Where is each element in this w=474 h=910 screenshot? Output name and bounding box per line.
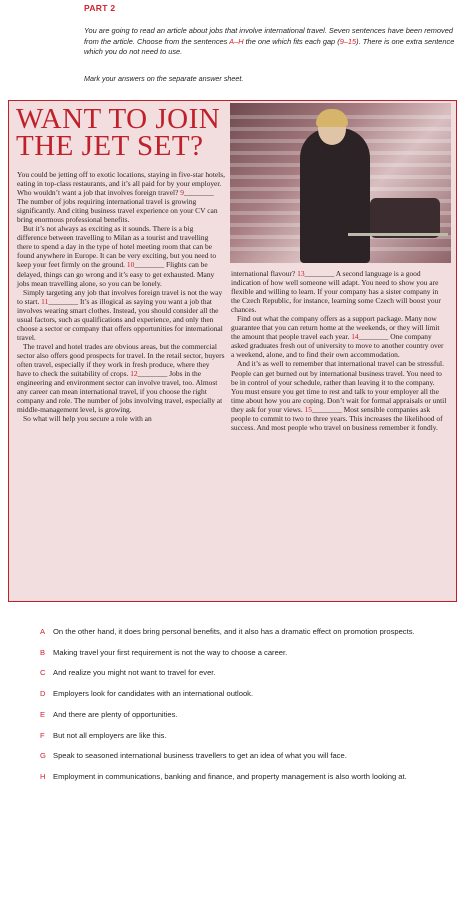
options-list	[40, 627, 450, 793]
gap-15: 15	[304, 404, 312, 414]
gap-14: 14	[351, 332, 359, 342]
gap-line: ________	[183, 188, 214, 198]
option-letter: A	[40, 627, 46, 636]
gap-line: ________	[48, 296, 79, 306]
option-e	[40, 710, 450, 720]
instructions-text-1: You are going to read an article about jobs that involve international travel. Seven sentences have been removed from the article. Choose from the sentences	[84, 26, 453, 46]
paragraph-text: Find out what the company offers as a support package. Many now guarantee that you can return home at the weekends, or they will limit the amount that people travel each year.	[231, 314, 440, 342]
option-text: But not all employers are like this.	[53, 730, 167, 740]
gap-9: 9	[180, 188, 184, 198]
paragraph-text: So what will help you secure a role with an	[23, 414, 152, 424]
option-h	[40, 772, 450, 782]
instructions-text-2: the one which fits each gap (	[243, 36, 340, 46]
paragraph-text: The travel and hotel trades are obvious areas, but the commercial sector also offers good prospects for travel. In the retail sector, buyers often travel, especially if they work in fresh produce, where they have to check the suitability of crops.	[17, 341, 225, 379]
gap-line: ________	[304, 269, 335, 278]
paragraph-text: One company asked graduates fresh out of university to move to another country over a weekend, alone, and to find their own accommodation.	[231, 332, 444, 360]
gap-10: 10	[126, 260, 135, 270]
article-column-right	[231, 269, 448, 432]
article-paragraph	[231, 314, 448, 359]
paragraph-text: You could be jetting off to exotic locations, staying in five-star hotels, eating in top-class restaurants, and it’s all paid for by your employer. Who wouldn’t want a job that involves foreign travel?	[17, 170, 225, 198]
paragraph-text: international flavour?	[231, 269, 298, 278]
option-text: On the other hand, it does bring personal benefits, and it also has a dramatic effect on promotion prospects.	[53, 627, 415, 636]
paragraph-text: And it’s as well to remember that international travel can be stressful. People can get burned out by international business travel. You need to be in control of your schedule, rather than leaving it to the company. You must ensure you get time to rest and talk to your employer all the time about how you are coping. Don’t wait for formal appraisals or until they ask for your views.	[231, 359, 447, 414]
article-paragraph	[17, 288, 225, 342]
business-traveller-photo	[230, 103, 451, 263]
gap-line: ________	[358, 332, 389, 342]
gap-line: ________	[134, 260, 165, 270]
instructions	[84, 26, 459, 58]
gap-line: ________	[311, 404, 342, 414]
paragraph-text: The number of jobs requiring international travel is growing significantly. And citing business travel experience on your CV can bring enormous professional benefits.	[17, 197, 218, 225]
option-text: Speak to seasoned international business travellers to get an idea of what you will face.	[53, 751, 347, 761]
option-letter: G	[40, 751, 46, 761]
option-a	[40, 627, 450, 637]
option-c	[40, 668, 450, 678]
article-title: WANT TO JOIN THE JET SET?	[16, 103, 221, 162]
article-paragraph	[231, 269, 448, 314]
gap-12: 12	[130, 369, 138, 379]
option-text: Employers look for candidates with an international outlook.	[53, 689, 254, 699]
option-g	[40, 751, 450, 761]
option-range: A–H	[229, 36, 244, 46]
option-letter: H	[40, 771, 46, 781]
answer-note: Mark your answers on the separate answer sheet.	[84, 74, 244, 83]
option-text: Employment in communications, banking and finance, and property management is also worth looking at.	[53, 771, 407, 781]
option-b	[40, 648, 450, 658]
option-letter: E	[40, 709, 46, 719]
gap-range: 9–15	[339, 36, 357, 46]
article-paragraph	[17, 414, 225, 423]
option-text: Making travel your first requirement is not the way to choose a career.	[53, 647, 288, 657]
paragraph-text: But it’s not always as exciting as it sounds. There is a big difference between travelling to Milan as a tourist and travelling there to spend a day in the type of hotel meeting room that can be found anywhere in Europe. It can be very exciting, but you need to keep your feet firmly on the ground.	[17, 224, 217, 270]
option-letter: F	[40, 730, 45, 740]
paragraph-text: Flights can be delayed, things can go wrong and it’s easy to get exhausted. Many jobs mean travelling alone, so you can be lonely.	[17, 260, 215, 288]
option-f	[40, 731, 450, 741]
option-letter: B	[40, 647, 46, 657]
gap-11: 11	[41, 296, 49, 306]
paragraph-text: Jobs in the engineering and environment sector can involve travel, too. Almost any career can mean international travel, if you choose the right company and role. The number of jobs involving travel, especially at middle-management level, is growing.	[17, 369, 223, 415]
article-paragraph	[231, 359, 448, 431]
option-letter: D	[40, 689, 46, 699]
gap-13: 13	[297, 269, 305, 278]
gap-line: ________	[137, 369, 168, 379]
option-text: And there are plenty of opportunities.	[53, 709, 178, 719]
paragraph-text: It’s as illogical as saying you want a job that involves wearing smart clothes. Instead, you should consider all the usual factors, such as qualifications and experience, and only then choose a sector or company that offers opportunities for international travel.	[17, 296, 223, 342]
article-paragraph	[17, 224, 225, 287]
paragraph-text: Simply targeting any job that involves foreign travel is not the way to start.	[17, 287, 223, 306]
article-column-left	[17, 170, 225, 423]
option-letter: C	[40, 668, 46, 678]
part-label: PART 2	[84, 3, 116, 13]
article-paragraph	[17, 342, 225, 414]
paragraph-text: A second language is a good indication of how well someone will adapt. You need to show you are flexible and willing to learn. If your company has a sister company in the Czech Republic, for instance, learning some Czech will boost your chances.	[231, 269, 441, 315]
option-text: And realize you might not want to travel for ever.	[53, 668, 216, 678]
instructions-text-3: ). There is one extra sentence which you do not need to use.	[84, 36, 455, 57]
option-d	[40, 689, 450, 699]
paragraph-text: Most sensible companies ask people to commit to two to three years. This increases the likelihood of success. And most people who travel on business remember it fondly.	[231, 404, 443, 432]
article-paragraph	[17, 170, 225, 224]
